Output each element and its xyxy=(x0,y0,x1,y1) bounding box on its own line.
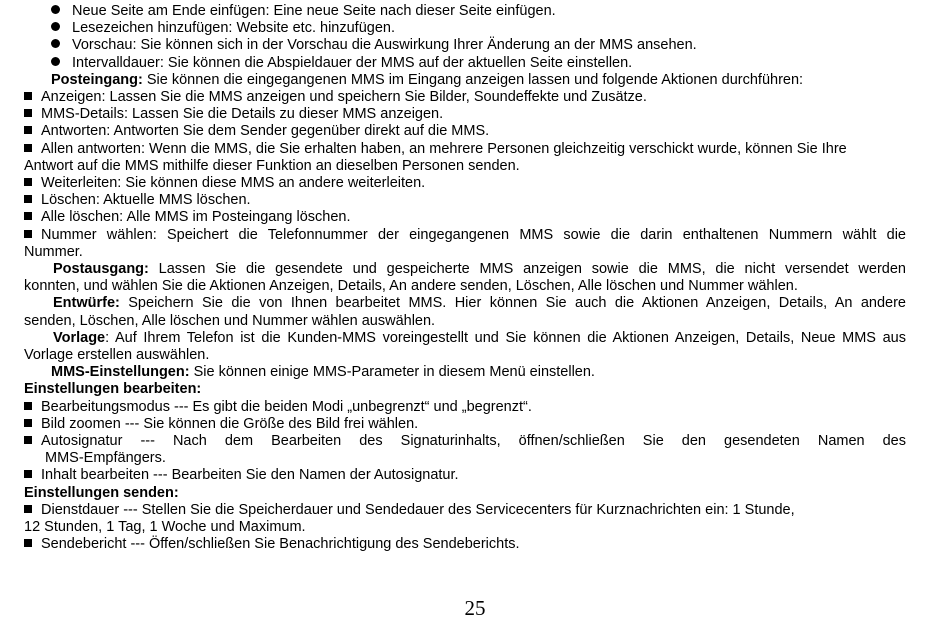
list-item xyxy=(24,416,906,433)
postausgang-heading: Postausgang: xyxy=(53,261,149,278)
postausgang-text-continued: konnten, und wählen Sie die Aktionen Anzeigen, Details, An andere senden, Löschen, Alle löschen und Nummer wählen. xyxy=(24,278,798,295)
bullet-square-icon xyxy=(24,539,32,547)
list-item-text: Dienstdauer --- Stellen Sie die Speicherdauer und Sendedauer des Servicecenters für Kurznachrichten ein: 1 Stunde, xyxy=(41,501,795,518)
mms-einstellungen-heading: MMS-Einstellungen: xyxy=(51,364,190,381)
list-item-text: Allen antworten: Wenn die MMS, die Sie erhalten haben, an mehrere Personen gleichzeitig verschickt wurde, können Sie Ihre xyxy=(41,140,847,157)
list-item-text: Bearbeitungsmodus --- Es gibt die beiden Modi „unbegrenzt“ und „begrenzt“. xyxy=(41,398,532,415)
list-item xyxy=(24,55,906,72)
list-item xyxy=(24,141,906,158)
entwuerfe-text-continued: senden, Löschen, Alle löschen und Nummer wählen auswählen. xyxy=(24,312,436,329)
vorlage-paragraph xyxy=(24,330,906,347)
bullet-dot-icon xyxy=(51,39,60,48)
list-item xyxy=(24,3,906,20)
mms-einstellungen-text: Sie können einige MMS-Parameter in diesem Menü einstellen. xyxy=(189,364,595,381)
list-item-text: Inhalt bearbeiten --- Bearbeiten Sie den Namen der Autosignatur. xyxy=(41,467,459,484)
bullet-square-icon xyxy=(24,178,32,186)
list-item-text: Nummer wählen: Speichert die Telefonnummer der eingegangenen MMS sowie die darin enthaltenen Nummern wählt die xyxy=(41,226,906,243)
bullet-dot-icon xyxy=(51,57,60,66)
list-item-text: Bild zoomen --- Sie können die Größe des Bild frei wählen. xyxy=(41,415,419,432)
bullet-dot-icon xyxy=(51,22,60,31)
list-item-text: Weiterleiten: Sie können diese MMS an andere weiterleiten. xyxy=(41,175,426,192)
einstellungen-bearbeiten-heading: Einstellungen bearbeiten: xyxy=(24,381,202,398)
list-item-text: Anzeigen: Lassen Sie die MMS anzeigen und speichern Sie Bilder, Soundeffekte und Zusätze. xyxy=(41,89,647,106)
bullet-square-icon xyxy=(24,419,32,427)
entwuerfe-paragraph xyxy=(24,295,906,312)
postausgang-paragraph xyxy=(24,261,906,278)
list-item-text: Sendebericht --- Öffen/schließen Sie Benachrichtigung des Sendeberichts. xyxy=(41,536,520,553)
bullet-square-icon xyxy=(24,212,32,220)
posteingang-text: Sie können die eingegangenen MMS im Eingang anzeigen lassen und folgende Aktionen durchführen: xyxy=(142,71,804,88)
posteingang-heading: Posteingang: xyxy=(51,71,143,88)
posteingang-paragraph xyxy=(24,72,906,89)
list-item-text: Alle löschen: Alle MMS im Posteingang löschen. xyxy=(41,209,351,226)
mms-einstellungen-paragraph xyxy=(24,364,906,381)
list-item xyxy=(24,467,906,484)
list-item-text: Lesezeichen hinzufügen: Website etc. hinzufügen. xyxy=(72,20,395,37)
list-item-text: Antworten: Antworten Sie dem Sender gegenüber direkt auf die MMS. xyxy=(41,123,490,140)
vorlage-text: : Auf Ihrem Telefon ist die Kunden-MMS voreingestellt und Sie können die Aktionen Anzeigen, Details, Neue MMS aus xyxy=(105,329,906,346)
list-item xyxy=(24,123,906,140)
bullet-square-icon xyxy=(24,470,32,478)
bullet-square-icon xyxy=(24,144,32,152)
list-item xyxy=(24,37,906,54)
list-item-text: Intervalldauer: Sie können die Abspieldauer der MMS auf der aktuellen Seite einstellen. xyxy=(72,54,633,71)
list-item-text: Vorschau: Sie können sich in der Vorschau die Auswirkung Ihrer Änderung an der MMS ansehen. xyxy=(72,37,697,54)
list-item-continuation: 12 Stunden, 1 Tag, 1 Woche und Maximum. xyxy=(24,519,306,536)
vorlage-text-continued: Vorlage erstellen auswählen. xyxy=(24,347,210,364)
vorlage-heading: Vorlage xyxy=(53,329,106,346)
list-item xyxy=(24,433,906,450)
list-item xyxy=(24,399,906,416)
einstellungen-senden-heading: Einstellungen senden: xyxy=(24,484,179,501)
list-item xyxy=(24,20,906,37)
bullet-dot-icon xyxy=(51,5,60,14)
list-item xyxy=(24,192,906,209)
list-item xyxy=(24,227,906,244)
document-body xyxy=(24,3,906,554)
list-item-text: Neue Seite am Ende einfügen: Eine neue Seite nach dieser Seite einfügen. xyxy=(72,3,556,19)
list-item xyxy=(24,175,906,192)
bullet-square-icon xyxy=(24,109,32,117)
list-item-text: Löschen: Aktuelle MMS löschen. xyxy=(41,192,251,209)
list-item-text: Autosignatur --- Nach dem Bearbeiten des Signaturinhalts, öffnen/schließen Sie den gesendeten Namen des xyxy=(41,433,906,450)
entwuerfe-heading: Entwürfe: xyxy=(53,295,120,312)
page-number: 25 xyxy=(464,596,486,620)
list-item-continuation: Antwort auf die MMS mithilfe dieser Funktion an dieselben Personen senden. xyxy=(24,157,520,174)
list-item-continuation: MMS-Empfängers. xyxy=(45,450,166,467)
bullet-square-icon xyxy=(24,230,32,238)
list-item xyxy=(24,106,906,123)
list-item-text: MMS-Details: Lassen Sie die Details zu dieser MMS anzeigen. xyxy=(41,106,444,123)
bullet-square-icon xyxy=(24,505,32,513)
list-item xyxy=(24,209,906,226)
list-item xyxy=(24,89,906,106)
bullet-square-icon xyxy=(24,436,32,444)
list-item xyxy=(24,502,906,519)
list-item-continuation: Nummer. xyxy=(24,243,83,260)
bullet-square-icon xyxy=(24,402,32,410)
bullet-square-icon xyxy=(24,195,32,203)
list-item xyxy=(24,536,906,553)
postausgang-text: Lassen Sie die gesendete und gespeicherte MMS anzeigen sowie die MMS, die nicht versendet werden xyxy=(148,261,906,278)
bullet-square-icon xyxy=(24,126,32,134)
entwuerfe-text: Speichern Sie die von Ihnen bearbeitet MMS. Hier können Sie auch die Aktionen Anzeigen, Details, An andere xyxy=(119,295,906,312)
bullet-square-icon xyxy=(24,92,32,100)
